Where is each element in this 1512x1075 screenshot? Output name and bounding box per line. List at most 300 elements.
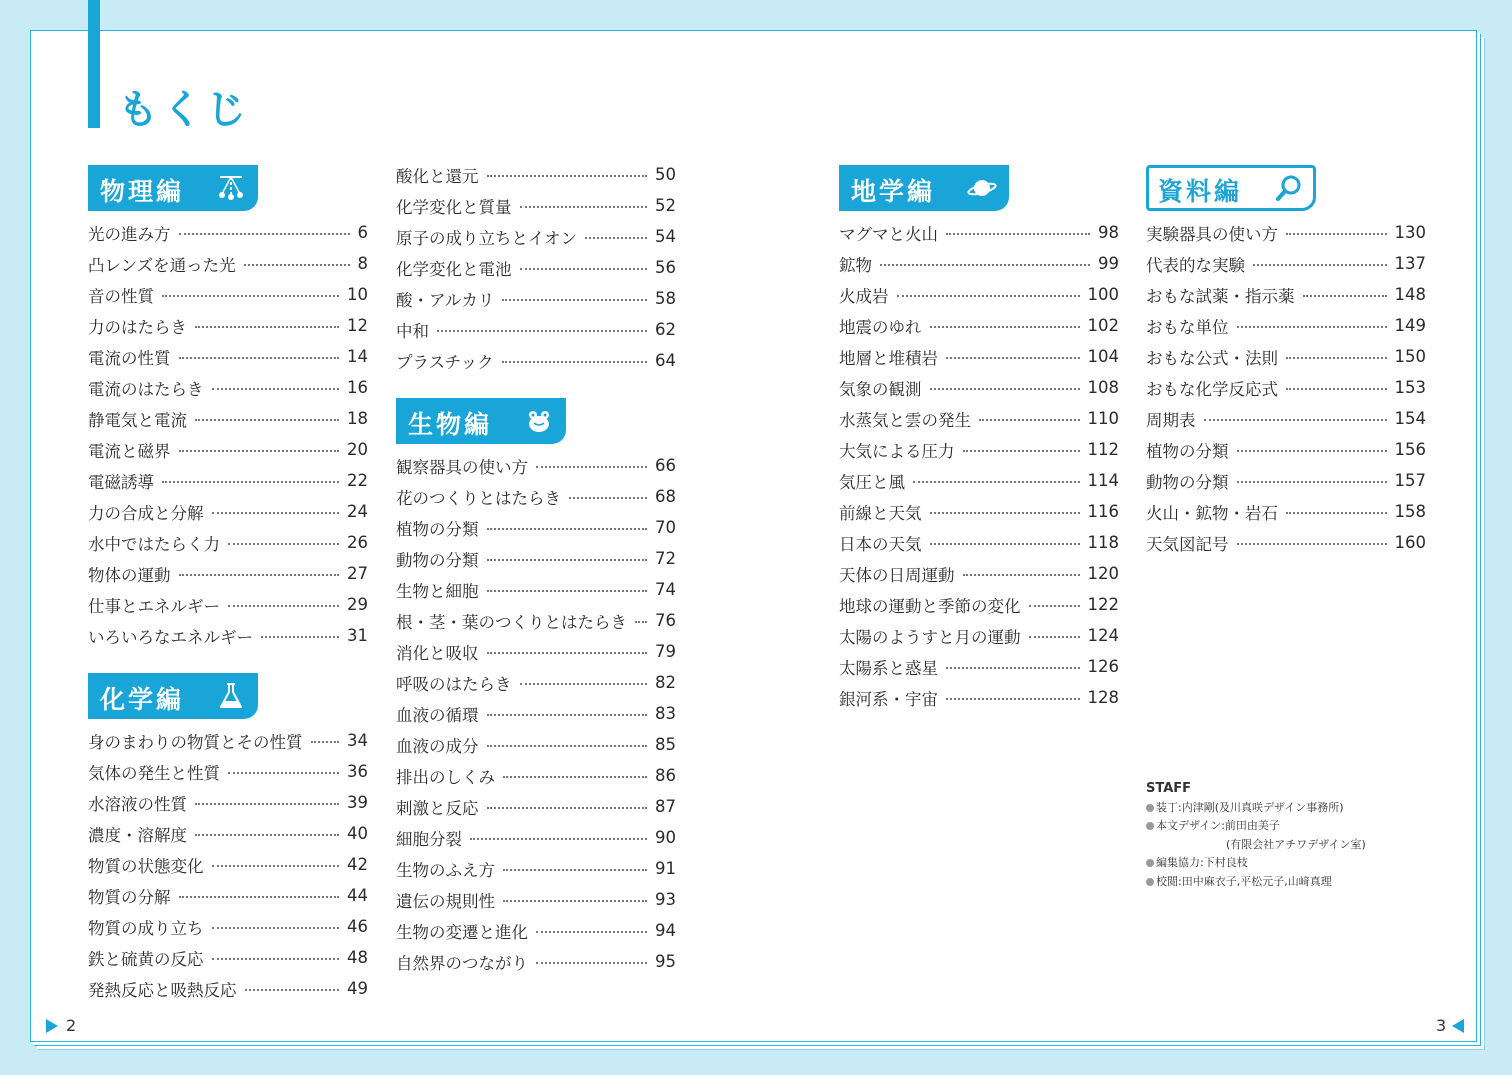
toc-leader-dots xyxy=(1029,605,1080,607)
toc-leader-dots xyxy=(1286,388,1387,390)
toc-leader-dots xyxy=(212,865,340,867)
toc-entry-label: 排出のしくみ xyxy=(396,767,495,787)
bullet-icon xyxy=(1146,878,1154,886)
toc-entry-page: 156 xyxy=(1394,440,1426,459)
toc-entry-label: 濃度・溶解度 xyxy=(88,825,187,845)
toc-leader-dots xyxy=(487,559,648,561)
bullet-icon xyxy=(1146,804,1154,812)
toc-entry[interactable] xyxy=(88,942,368,973)
toc-leader-dots xyxy=(1303,295,1387,297)
toc-list-biology xyxy=(396,450,676,977)
toc-leader-dots xyxy=(195,419,339,421)
staff-text: 編集協力:下村良枝 xyxy=(1156,856,1248,869)
toc-entry[interactable] xyxy=(88,496,368,527)
toc-entry[interactable] xyxy=(1146,217,1426,248)
toc-entry-page: 150 xyxy=(1394,347,1426,366)
toc-entry-page: 93 xyxy=(655,890,676,909)
toc-entry-page: 42 xyxy=(347,855,368,874)
toc-entry-page: 46 xyxy=(347,917,368,936)
toc-entry-label: 植物の分類 xyxy=(396,519,479,539)
toc-leader-dots xyxy=(930,512,1080,514)
toc-leader-dots xyxy=(897,295,1080,297)
toc-entry-label: 大気による圧力 xyxy=(839,441,955,461)
toc-entry-label: 刺激と反応 xyxy=(396,798,479,818)
staff-line xyxy=(1146,799,1366,818)
toc-entry-page: 87 xyxy=(655,797,676,816)
toc-leader-dots xyxy=(228,543,339,545)
toc-entry-page: 130 xyxy=(1394,223,1426,242)
toc-entry[interactable] xyxy=(839,496,1119,527)
toc-leader-dots xyxy=(963,450,1080,452)
toc-entry[interactable] xyxy=(88,880,368,911)
toc-entry-page: 56 xyxy=(655,258,676,277)
toc-entry-page: 110 xyxy=(1087,409,1119,428)
toc-entry[interactable] xyxy=(396,915,676,946)
toc-entry-page: 91 xyxy=(655,859,676,878)
toc-entry-label: 原子の成り立ちとイオン xyxy=(396,228,578,248)
toc-entry[interactable] xyxy=(88,725,368,756)
staff-text: (有限会社アチワデザイン室) xyxy=(1226,837,1366,851)
page-number-left: 2 xyxy=(66,1016,77,1035)
toc-entry[interactable] xyxy=(396,159,676,190)
toc-entry[interactable] xyxy=(396,636,676,667)
toc-entry-page: 36 xyxy=(347,762,368,781)
toc-entry-label: 物質の成り立ち xyxy=(88,918,204,938)
toc-leader-dots xyxy=(212,388,340,390)
toc-entry[interactable] xyxy=(1146,434,1426,465)
toc-entry[interactable] xyxy=(88,589,368,620)
toc-entry[interactable] xyxy=(396,190,676,221)
toc-entry[interactable] xyxy=(88,973,368,1004)
toc-leader-dots xyxy=(930,543,1080,545)
toc-entry-page: 48 xyxy=(347,948,368,967)
toc-entry[interactable] xyxy=(396,450,676,481)
toc-entry-label: 地層と堆積岩 xyxy=(839,348,938,368)
toc-entry-page: 126 xyxy=(1087,657,1119,676)
toc-entry-label: 気象の観測 xyxy=(839,379,922,399)
toc-entry-page: 10 xyxy=(347,285,368,304)
section-header-reference xyxy=(1146,165,1316,211)
toc-entry[interactable] xyxy=(1146,403,1426,434)
toc-entry-page: 116 xyxy=(1087,502,1119,521)
staff-text: 本文デザイン:前田由美子 xyxy=(1156,819,1280,832)
toc-entry-page: 62 xyxy=(655,320,676,339)
toc-entry-page: 24 xyxy=(347,502,368,521)
toc-entry-page: 40 xyxy=(347,824,368,843)
toc-entry[interactable] xyxy=(1146,527,1426,558)
section-header-label: 資料編 xyxy=(1158,177,1243,206)
toc-entry-label: 血液の循環 xyxy=(396,705,479,725)
staff-text: 装丁:内津剛(及川真咲デザイン事務所) xyxy=(1156,800,1344,814)
toc-leader-dots xyxy=(212,927,340,929)
toc-leader-dots xyxy=(487,807,648,809)
toc-leader-dots xyxy=(244,264,350,266)
toc-entry[interactable] xyxy=(88,465,368,496)
toc-leader-dots xyxy=(179,450,340,452)
toc-entry-page: 104 xyxy=(1087,347,1119,366)
frog-icon xyxy=(524,407,554,435)
toc-leader-dots xyxy=(1237,481,1387,483)
toc-entry-label: 力の合成と分解 xyxy=(88,503,204,523)
section-header-earth xyxy=(839,165,1009,211)
toc-entry[interactable] xyxy=(1146,341,1426,372)
toc-entry[interactable] xyxy=(1146,496,1426,527)
toc-leader-dots xyxy=(487,714,648,716)
toc-entry-page: 20 xyxy=(347,440,368,459)
toc-leader-dots xyxy=(470,838,647,840)
toc-entry-page: 26 xyxy=(347,533,368,552)
toc-entry[interactable] xyxy=(396,512,676,543)
column-physics xyxy=(88,165,368,1004)
toc-leader-dots xyxy=(503,900,647,902)
toc-leader-dots xyxy=(1204,419,1387,421)
toc-leader-dots xyxy=(228,772,339,774)
toc-leader-dots xyxy=(930,326,1080,328)
toc-leader-dots xyxy=(179,574,340,576)
toc-entry-label: 音の性質 xyxy=(88,286,154,306)
toc-entry[interactable] xyxy=(88,818,368,849)
toc-entry-page: 52 xyxy=(655,196,676,215)
toc-entry-label: 光の進み方 xyxy=(88,224,171,244)
toc-entry-page: 82 xyxy=(655,673,676,692)
toc-entry[interactable] xyxy=(1146,372,1426,403)
toc-entry-label: 電流と磁界 xyxy=(88,441,171,461)
toc-entry-page: 58 xyxy=(655,289,676,308)
section-header-label: 生物編 xyxy=(408,410,493,439)
toc-leader-dots xyxy=(487,652,648,654)
toc-entry-label: 静電気と電流 xyxy=(88,410,187,430)
bullet-icon xyxy=(1146,822,1154,830)
toc-leader-dots xyxy=(536,466,647,468)
toc-entry-label: 血液の成分 xyxy=(396,736,479,756)
toc-leader-dots xyxy=(245,989,340,991)
toc-entry[interactable] xyxy=(88,217,368,248)
toc-entry[interactable] xyxy=(839,372,1119,403)
toc-list-reference xyxy=(1146,217,1426,558)
toc-entry[interactable] xyxy=(396,729,676,760)
toc-leader-dots xyxy=(1029,636,1080,638)
toc-entry-label: 消化と吸収 xyxy=(396,643,479,663)
toc-entry[interactable] xyxy=(88,620,368,651)
toc-leader-dots xyxy=(1237,543,1387,545)
staff-title: STAFF xyxy=(1146,781,1192,796)
toc-entry-page: 39 xyxy=(347,793,368,812)
toc-entry-label: 花のつくりとはたらき xyxy=(396,488,561,508)
toc-entry[interactable] xyxy=(88,248,368,279)
toc-entry[interactable] xyxy=(396,698,676,729)
toc-entry[interactable] xyxy=(396,221,676,252)
toc-entry-label: 太陽のようすと月の運動 xyxy=(839,627,1021,647)
toc-entry-label: 水溶液の性質 xyxy=(88,794,187,814)
toc-entry-page: 153 xyxy=(1394,378,1426,397)
pendulum-icon xyxy=(216,174,246,202)
toc-leader-dots xyxy=(487,590,648,592)
toc-entry[interactable] xyxy=(396,345,676,376)
toc-entry-label: 酸・アルカリ xyxy=(396,290,495,310)
toc-entry-label: 気体の発生と性質 xyxy=(88,763,220,783)
toc-entry[interactable] xyxy=(88,787,368,818)
toc-entry-label: 物質の分解 xyxy=(88,887,171,907)
staff-line xyxy=(1146,873,1366,892)
toc-leader-dots xyxy=(1237,326,1387,328)
section-header-chemistry xyxy=(88,673,258,719)
toc-entry-label: 発熱反応と吸熱反応 xyxy=(88,980,237,1000)
toc-leader-dots xyxy=(946,667,1080,669)
toc-entry[interactable] xyxy=(839,248,1119,279)
toc-entry-page: 6 xyxy=(357,223,368,242)
magnifier-icon xyxy=(1274,174,1304,202)
section-header-label: 化学編 xyxy=(100,685,185,714)
toc-entry-label: 仕事とエネルギー xyxy=(88,596,220,616)
toc-entry-label: 代表的な実験 xyxy=(1146,255,1245,275)
toc-entry-label: 根・茎・葉のつくりとはたらき xyxy=(396,612,627,632)
page-title: もくじ xyxy=(118,87,250,133)
toc-entry[interactable] xyxy=(839,558,1119,589)
toc-leader-dots xyxy=(162,481,339,483)
toc-entry-label: 力のはたらき xyxy=(88,317,187,337)
toc-leader-dots xyxy=(913,481,1080,483)
toc-entry-page: 108 xyxy=(1087,378,1119,397)
toc-entry-page: 90 xyxy=(655,828,676,847)
toc-entry-label: 地球の運動と季節の変化 xyxy=(839,596,1021,616)
toc-entry[interactable] xyxy=(839,620,1119,651)
toc-entry-label: 凸レンズを通った光 xyxy=(88,255,236,275)
toc-entry[interactable] xyxy=(839,279,1119,310)
toc-leader-dots xyxy=(228,605,339,607)
toc-entry[interactable] xyxy=(88,756,368,787)
toc-entry[interactable] xyxy=(396,314,676,345)
toc-entry-page: 99 xyxy=(1098,254,1119,273)
toc-entry-page: 158 xyxy=(1394,502,1426,521)
toc-entry-label: 気圧と風 xyxy=(839,472,905,492)
toc-leader-dots xyxy=(1253,264,1387,266)
section-header-label: 物理編 xyxy=(100,177,185,206)
toc-entry[interactable] xyxy=(88,403,368,434)
title-accent-bar xyxy=(88,0,100,128)
toc-entry[interactable] xyxy=(839,341,1119,372)
toc-leader-dots xyxy=(195,834,339,836)
toc-entry-page: 31 xyxy=(347,626,368,645)
toc-leader-dots xyxy=(536,931,647,933)
toc-entry[interactable] xyxy=(88,310,368,341)
toc-entry-page: 74 xyxy=(655,580,676,599)
toc-entry[interactable] xyxy=(396,667,676,698)
toc-entry[interactable] xyxy=(88,372,368,403)
toc-entry[interactable] xyxy=(1146,248,1426,279)
toc-entry[interactable] xyxy=(88,911,368,942)
toc-entry[interactable] xyxy=(839,589,1119,620)
toc-leader-dots xyxy=(1286,512,1387,514)
toc-entry-label: 生物と細胞 xyxy=(396,581,479,601)
toc-leader-dots xyxy=(520,206,648,208)
section-header-biology xyxy=(396,398,566,444)
staff-credits xyxy=(1146,780,1366,891)
toc-entry[interactable] xyxy=(1146,279,1426,310)
toc-entry-label: 天気図記号 xyxy=(1146,534,1229,554)
toc-entry-label: 化学変化と質量 xyxy=(396,197,512,217)
toc-leader-dots xyxy=(536,962,647,964)
page-marker-right-arrow-icon xyxy=(46,1019,58,1033)
toc-entry-label: 化学変化と電池 xyxy=(396,259,512,279)
toc-entry[interactable] xyxy=(396,252,676,283)
toc-entry-page: 100 xyxy=(1087,285,1119,304)
toc-leader-dots xyxy=(179,357,340,359)
toc-leader-dots xyxy=(502,299,647,301)
toc-entry[interactable] xyxy=(1146,310,1426,341)
toc-entry-label: 電流の性質 xyxy=(88,348,171,368)
toc-entry-label: おもな試薬・指示薬 xyxy=(1146,286,1295,306)
toc-entry-page: 66 xyxy=(655,456,676,475)
toc-leader-dots xyxy=(979,419,1080,421)
toc-list-chemistry-cont xyxy=(396,159,676,376)
toc-entry-page: 94 xyxy=(655,921,676,940)
staff-line xyxy=(1146,854,1366,873)
toc-entry[interactable] xyxy=(839,527,1119,558)
toc-entry[interactable] xyxy=(839,310,1119,341)
toc-leader-dots xyxy=(1286,357,1387,359)
toc-leader-dots xyxy=(195,326,339,328)
toc-leader-dots xyxy=(1286,233,1387,235)
toc-entry[interactable] xyxy=(88,558,368,589)
toc-entry[interactable] xyxy=(839,403,1119,434)
toc-entry-label: 生物の変遷と進化 xyxy=(396,922,528,942)
toc-entry-label: プラスチック xyxy=(396,352,494,372)
toc-entry[interactable] xyxy=(88,434,368,465)
toc-leader-dots xyxy=(179,896,340,898)
toc-entry-page: 27 xyxy=(347,564,368,583)
toc-entry-page: 12 xyxy=(347,316,368,335)
toc-entry-page: 148 xyxy=(1394,285,1426,304)
toc-entry[interactable] xyxy=(396,574,676,605)
toc-leader-dots xyxy=(503,776,647,778)
toc-entry-label: 観察器具の使い方 xyxy=(396,457,528,477)
toc-leader-dots xyxy=(179,233,350,235)
toc-entry-page: 68 xyxy=(655,487,676,506)
toc-entry-page: 64 xyxy=(655,351,676,370)
toc-entry-page: 85 xyxy=(655,735,676,754)
toc-list-earth xyxy=(839,217,1119,713)
toc-entry[interactable] xyxy=(88,527,368,558)
toc-entry[interactable] xyxy=(88,849,368,880)
toc-entry[interactable] xyxy=(396,946,676,977)
toc-entry-page: 44 xyxy=(347,886,368,905)
toc-entry[interactable] xyxy=(839,465,1119,496)
toc-entry-label: 中和 xyxy=(396,321,429,341)
toc-entry-label: 生物のふえ方 xyxy=(396,860,495,880)
toc-entry-page: 16 xyxy=(347,378,368,397)
toc-entry[interactable] xyxy=(1146,465,1426,496)
toc-entry-label: 実験器具の使い方 xyxy=(1146,224,1278,244)
toc-entry[interactable] xyxy=(396,853,676,884)
toc-entry-label: おもな化学反応式 xyxy=(1146,379,1278,399)
page-number-right: 3 xyxy=(1436,1016,1447,1035)
toc-leader-dots xyxy=(946,698,1080,700)
toc-entry-page: 118 xyxy=(1087,533,1119,552)
toc-leader-dots xyxy=(503,869,647,871)
toc-leader-dots xyxy=(963,574,1080,576)
toc-entry-label: いろいろなエネルギー xyxy=(88,627,253,647)
toc-entry[interactable] xyxy=(396,283,676,314)
toc-entry-label: 植物の分類 xyxy=(1146,441,1229,461)
toc-entry[interactable] xyxy=(396,884,676,915)
toc-entry-page: 86 xyxy=(655,766,676,785)
toc-entry-label: 遺伝の規則性 xyxy=(396,891,495,911)
toc-entry[interactable] xyxy=(396,605,676,636)
toc-leader-dots xyxy=(930,388,1080,390)
toc-entry-label: 自然界のつながり xyxy=(396,953,528,973)
toc-entry-label: 動物の分類 xyxy=(1146,472,1229,492)
toc-entry-page: 120 xyxy=(1087,564,1119,583)
toc-entry-page: 50 xyxy=(655,165,676,184)
toc-entry-page: 149 xyxy=(1394,316,1426,335)
toc-entry-page: 29 xyxy=(347,595,368,614)
column-reference xyxy=(1146,165,1426,558)
toc-entry-page: 95 xyxy=(655,952,676,971)
flask-icon xyxy=(216,682,246,710)
toc-entry[interactable] xyxy=(88,279,368,310)
toc-entry-label: 動物の分類 xyxy=(396,550,479,570)
toc-entry-page: 49 xyxy=(347,979,368,998)
toc-entry[interactable] xyxy=(88,341,368,372)
toc-entry[interactable] xyxy=(396,791,676,822)
toc-entry[interactable] xyxy=(839,217,1119,248)
toc-leader-dots xyxy=(311,741,340,743)
toc-entry-label: マグマと火山 xyxy=(839,224,938,244)
bullet-icon xyxy=(1146,859,1154,867)
toc-leader-dots xyxy=(212,512,340,514)
toc-entry-label: 電磁誘導 xyxy=(88,472,154,492)
toc-entry-page: 22 xyxy=(347,471,368,490)
toc-entry-page: 124 xyxy=(1087,626,1119,645)
toc-leader-dots xyxy=(520,683,648,685)
toc-leader-dots xyxy=(437,330,647,332)
toc-leader-dots xyxy=(569,497,647,499)
toc-entry-label: 呼吸のはたらき xyxy=(396,674,512,694)
staff-line xyxy=(1146,817,1366,836)
toc-leader-dots xyxy=(502,361,647,363)
column-earth xyxy=(839,165,1119,713)
toc-entry[interactable] xyxy=(396,543,676,574)
toc-leader-dots xyxy=(487,528,648,530)
toc-entry[interactable] xyxy=(396,481,676,512)
toc-entry[interactable] xyxy=(396,822,676,853)
toc-entry[interactable] xyxy=(839,434,1119,465)
staff-line xyxy=(1146,836,1366,855)
toc-entry[interactable] xyxy=(396,760,676,791)
toc-leader-dots xyxy=(162,295,339,297)
toc-entry-page: 122 xyxy=(1087,595,1119,614)
toc-entry-page: 70 xyxy=(655,518,676,537)
toc-entry-page: 128 xyxy=(1087,688,1119,707)
toc-entry-label: おもな単位 xyxy=(1146,317,1229,337)
section-header-physics xyxy=(88,165,258,211)
toc-entry-label: 地震のゆれ xyxy=(839,317,922,337)
toc-entry[interactable] xyxy=(839,651,1119,682)
toc-leader-dots xyxy=(946,233,1090,235)
column-biology xyxy=(396,159,676,977)
toc-leader-dots xyxy=(635,621,647,623)
toc-leader-dots xyxy=(520,268,648,270)
toc-entry-page: 154 xyxy=(1394,409,1426,428)
staff-text: 校閲:田中麻衣子,平松元子,山﨑真理 xyxy=(1156,874,1332,888)
toc-entry-label: 鉄と硫黄の反応 xyxy=(88,949,204,969)
toc-entry-page: 18 xyxy=(347,409,368,428)
toc-leader-dots xyxy=(946,357,1080,359)
toc-entry-page: 137 xyxy=(1394,254,1426,273)
toc-entry[interactable] xyxy=(839,682,1119,713)
toc-entry-label: 物質の状態変化 xyxy=(88,856,204,876)
toc-entry-page: 79 xyxy=(655,642,676,661)
